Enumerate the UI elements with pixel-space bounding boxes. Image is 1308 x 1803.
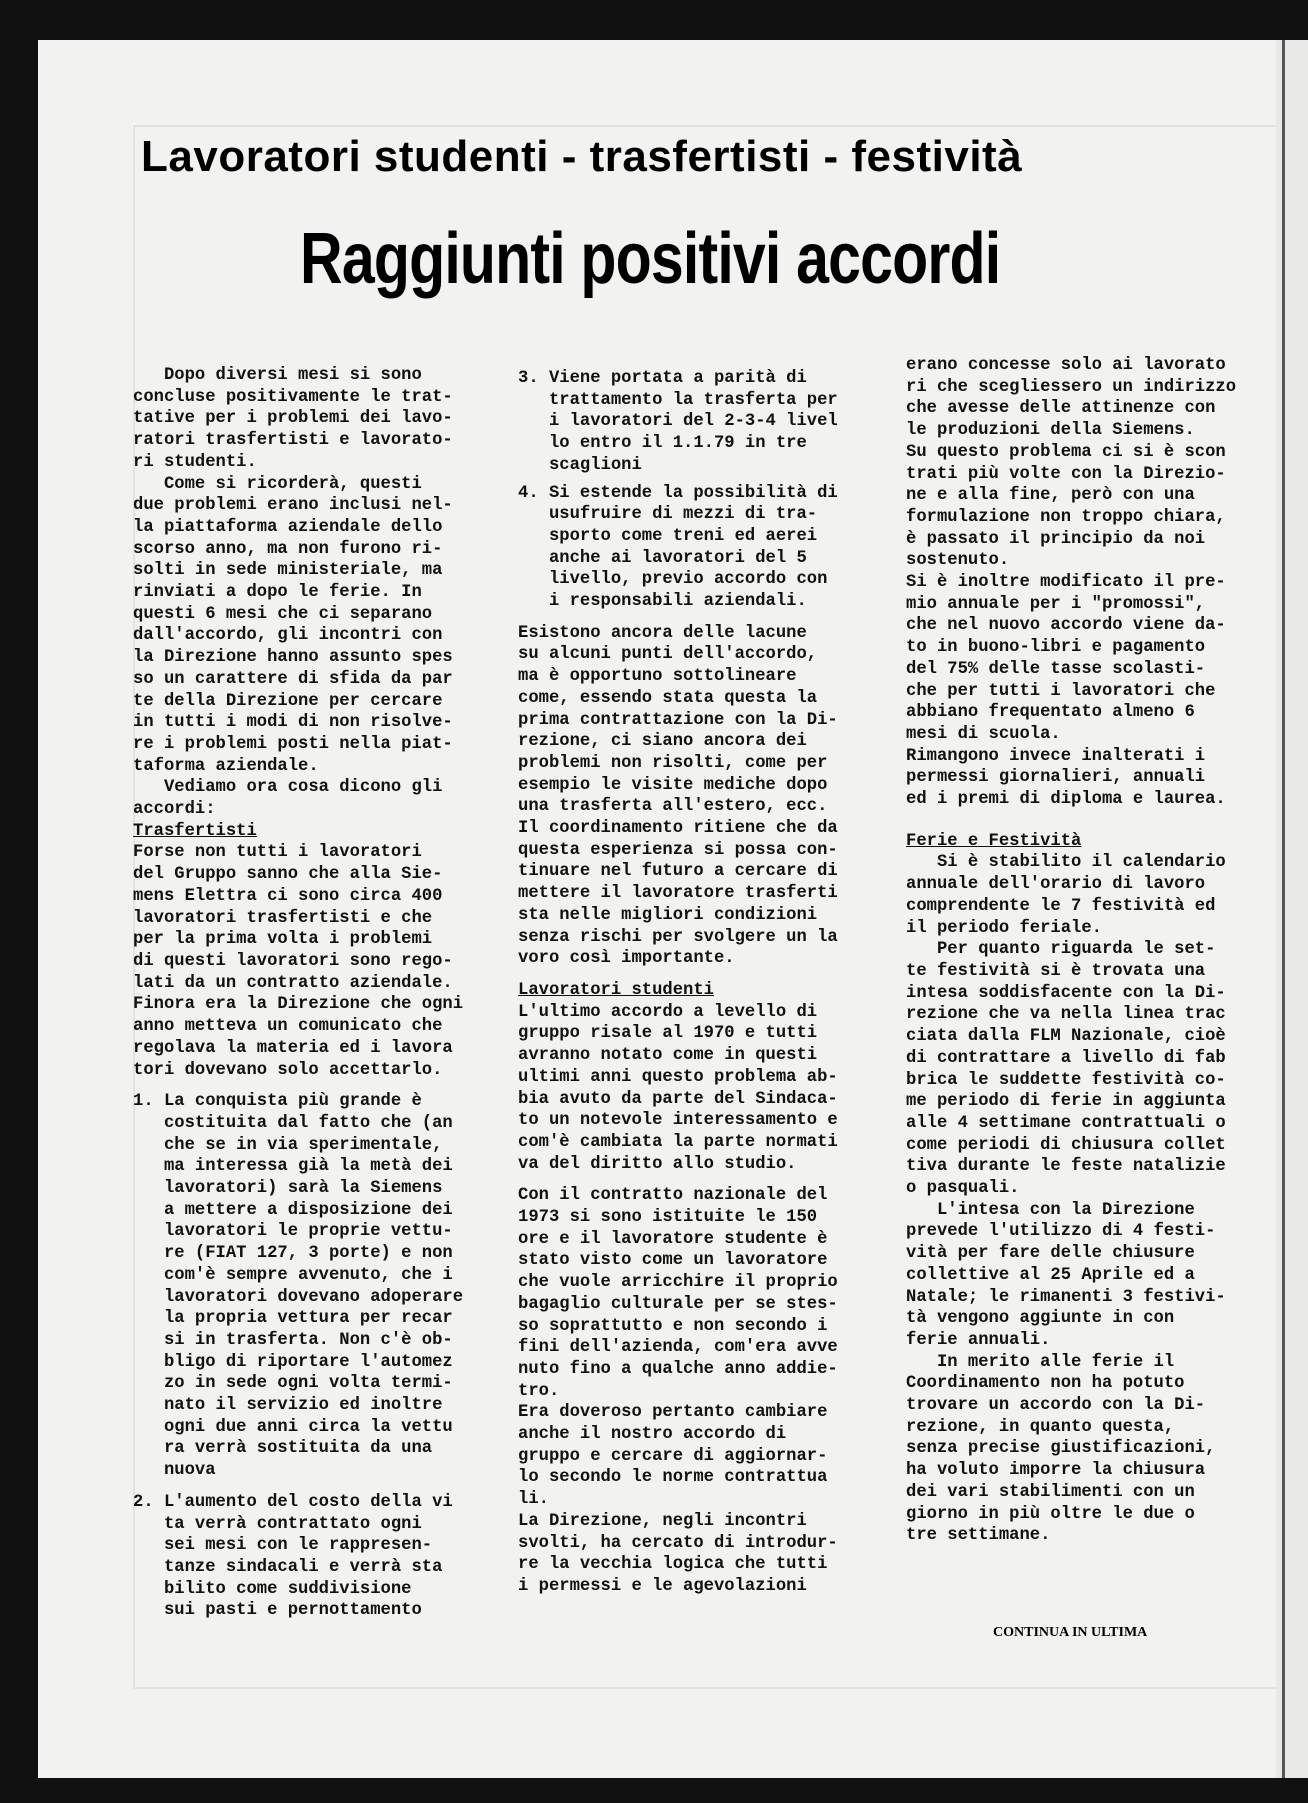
text-line: problemi non risolti, come per [518, 753, 828, 773]
text-line: ferie annuali. [906, 1330, 1051, 1350]
text-line: ma interessa già la metà dei [133, 1157, 453, 1177]
text-line: rezione che va nella linea trac [906, 1005, 1226, 1025]
text-line: bligo di riportare l'automez [133, 1352, 453, 1372]
text-line: scaglioni [518, 455, 642, 475]
text-line: to in buono-libri e pagamento [906, 638, 1206, 658]
text-line: re i problemi posti nella piat- [133, 734, 453, 754]
paragraph-gap [133, 1482, 538, 1492]
text-line: li. [518, 1490, 549, 1510]
text-line: ciata dalla FLM Nazionale, cioè [906, 1027, 1226, 1047]
text-line: re (FIAT 127, 3 porte) e non [133, 1244, 453, 1264]
text-line: di questi lavoratori sono rego- [133, 951, 453, 971]
text-line: La Direzione, negli incontri [518, 1511, 807, 1531]
text-line: che per tutti i lavoratori che [906, 681, 1216, 701]
text-line: in tutti i modi di non risolve- [133, 713, 453, 733]
paragraph-gap [518, 1175, 923, 1185]
text-line: Con il contratto nazionale del [518, 1186, 828, 1206]
page-edge [1276, 40, 1308, 1803]
text-line: che nel nuovo accordo viene da- [906, 616, 1226, 636]
text-line: nuto fino a qualche anno addie- [518, 1359, 838, 1379]
text-line: che se in via sperimentale, [133, 1135, 443, 1155]
text-line: regolava la materia ed i lavora [133, 1038, 453, 1058]
paragraph-gap [518, 970, 923, 980]
text-line: Il coordinamento ritiene che da [518, 819, 838, 839]
text-line: scorso anno, ma non furono ri- [133, 539, 443, 559]
text-line: so soprattutto e non secondo i [518, 1316, 828, 1336]
text-line: lo entro il 1.1.79 in tre [518, 434, 807, 454]
section-heading: Ferie e Festività [906, 831, 1082, 851]
text-line: sui pasti e pernottamento [133, 1601, 422, 1621]
text-line: ratori trasfertisti e lavorato- [133, 431, 453, 451]
text-line: tative per i problemi dei lavo- [133, 409, 453, 429]
text-line: questi 6 mesi che ci separano [133, 604, 433, 624]
text-line: gruppo risale al 1970 e tutti [518, 1024, 818, 1044]
text-line: lavoratori) sarà la Siemens [133, 1179, 443, 1199]
paragraph-gap [133, 1081, 538, 1091]
text-line: re la vecchia logica che tutti [518, 1555, 828, 1575]
text-line: tiva durante le feste natalizie [906, 1157, 1226, 1177]
text-line: rezione, in quanto questa, [906, 1417, 1175, 1437]
text-line: ed i premi di diploma e laurea. [906, 790, 1226, 810]
text-line: te della Direzione per cercare [133, 691, 443, 711]
text-line: Si è inoltre modificato il pre- [906, 573, 1226, 593]
text-line: o pasquali. [906, 1179, 1020, 1199]
text-line: 4. Si estende la possibilità di [518, 483, 838, 503]
text-line: so un carattere di sfida da par [133, 669, 453, 689]
text-line: gruppo e cercare di aggiornar- [518, 1446, 828, 1466]
text-line: Vediamo ora cosa dicono gli [133, 778, 443, 798]
text-line: esempio le visite mediche dopo [518, 775, 828, 795]
text-line: tori dovevano solo accettarlo. [133, 1060, 443, 1080]
text-line: è passato il principio da noi [906, 529, 1206, 549]
text-line: lavoratori le proprie vettu- [133, 1222, 453, 1242]
text-line: del Gruppo sanno che alla Sie- [133, 865, 443, 885]
text-line: tinuare nel futuro a cercare di [518, 862, 838, 882]
text-line: su alcuni punti dell'accordo, [518, 645, 818, 665]
paragraph-gap [906, 811, 1276, 821]
text-line: del 75% delle tasse scolasti- [906, 659, 1206, 679]
text-line: anno metteva un comunicato che [133, 1017, 443, 1037]
text-line: anche ai lavoratori del 5 [518, 548, 807, 568]
text-line: 1. La conquista più grande è [133, 1092, 422, 1112]
text-line: la Direzione hanno assunto spes [133, 648, 453, 668]
text-line: di contrattare a livello di fab [906, 1048, 1226, 1068]
text-line: va del diritto allo studio. [518, 1154, 797, 1174]
text-line: che vuole arricchire il proprio [518, 1273, 838, 1293]
text-line: voro così importante. [518, 949, 735, 969]
text-line: prevede l'utilizzo di 4 festi- [906, 1222, 1216, 1242]
text-line: ne e alla fine, però con una [906, 486, 1195, 506]
text-line: i permessi e le agevolazioni [518, 1576, 807, 1596]
text-line: Come si ricorderà, questi [133, 474, 422, 494]
text-line: sporto come treni ed aerei [518, 526, 818, 546]
text-line: collettive al 25 Aprile ed a [906, 1265, 1195, 1285]
text-line: brica le suddette festività co- [906, 1070, 1226, 1090]
text-line: avranno notato come in questi [518, 1046, 818, 1066]
text-line: vità per fare delle chiusure [906, 1244, 1195, 1264]
text-line: Natale; le rimanenti 3 festivi- [906, 1287, 1226, 1307]
text-line: tanze sindacali e verrà sta [133, 1557, 443, 1577]
text-line: la propria vettura per recar [133, 1309, 453, 1329]
text-line: trattamento la trasferta per [518, 390, 838, 410]
continue-label: CONTINUA IN ULTIMA [993, 1625, 1148, 1640]
text-line: annuale dell'orario di lavoro [906, 875, 1206, 895]
text-line: Dopo diversi mesi si sono [133, 366, 422, 385]
text-line: tà vengono aggiunte in con [906, 1309, 1175, 1329]
text-line: usufruire di mezzi di tra- [518, 505, 818, 525]
text-line: che avesse delle attinenze con [906, 399, 1216, 419]
text-line: L'intesa con la Direzione [906, 1200, 1195, 1220]
scan-border [0, 1778, 1308, 1803]
text-line: ogni due anni circa la vettu [133, 1417, 453, 1437]
text-line: i lavoratori del 2-3-4 livel [518, 412, 838, 432]
text-line: com'è sempre avvenuto, che i [133, 1265, 453, 1285]
text-line: alle 4 settimane contrattuali o [906, 1113, 1226, 1133]
text-line: 3. Viene portata a parità di [518, 369, 807, 388]
text-line: lavoratori dovevano adoperare [133, 1287, 464, 1307]
text-line: abbiano frequentato almeno 6 [906, 703, 1195, 723]
text-line: com'è cambiata la parte normati [518, 1132, 838, 1152]
text-line: me periodo di ferie in aggiunta [906, 1092, 1226, 1112]
text-line: erano concesse solo ai lavorato [906, 356, 1226, 375]
article-kicker: Lavoratori studenti - trasfertisti - festività [141, 132, 1023, 181]
paragraph-gap [518, 613, 923, 623]
text-line: Esistono ancora delle lacune [518, 623, 807, 643]
text-line: tro. [518, 1381, 560, 1401]
text-line: questa esperienza si possa con- [518, 840, 838, 860]
text-column-2 [518, 368, 923, 1598]
text-line: Coordinamento non ha potuto [906, 1374, 1185, 1394]
text-line: te festività si è trovata una [906, 961, 1206, 981]
paragraph-gap [906, 821, 1276, 831]
text-line: due problemi erano inclusi nel- [133, 496, 453, 516]
text-line: livello, previo accordo con [518, 570, 828, 590]
text-line: il periodo feriale. [906, 918, 1102, 938]
text-line: mio annuale per i "promossi", [906, 594, 1206, 614]
page [38, 40, 1276, 1778]
text-line: senza rischi per svolgere un la [518, 927, 838, 947]
text-line: concluse positivamente le trat- [133, 387, 453, 407]
text-line: mens Elettra ci sono circa 400 [133, 886, 443, 906]
text-line: sostenuto. [906, 551, 1010, 571]
text-line: svolti, ha cercato di introdur- [518, 1533, 838, 1553]
text-line: mettere il lavoratore trasferti [518, 884, 838, 904]
text-line: bagaglio culturale per se stes- [518, 1294, 838, 1314]
text-line: come, essendo stata questa la [518, 688, 818, 708]
text-line: nato il servizio ed inoltre [133, 1396, 443, 1416]
text-line: le produzioni della Siemens. [906, 421, 1195, 441]
text-line: ri che scegliessero un indirizzo [906, 377, 1237, 397]
text-line: i responsabili aziendali. [518, 592, 807, 612]
text-line: accordi: [133, 800, 216, 820]
text-line: zo in sede ogni volta termi- [133, 1374, 453, 1394]
text-line: costituita dal fatto che (an [133, 1113, 453, 1133]
text-line: fini dell'azienda, com'era avve [518, 1338, 838, 1358]
text-line: rezione, ci siano ancora dei [518, 732, 807, 752]
text-line: come periodi di chiusura collet [906, 1135, 1226, 1155]
text-line: per la prima volta i problemi [133, 930, 433, 950]
text-line: dei vari stabilimenti con un [906, 1482, 1195, 1502]
text-line: ore e il lavoratore studente è [518, 1229, 828, 1249]
text-line: stato visto come un lavoratore [518, 1251, 828, 1271]
text-line: Rimangono invece inalterati i [906, 746, 1206, 766]
text-line: to un notevole interessamento e [518, 1111, 838, 1131]
text-line: rinviati a dopo le ferie. In [133, 583, 422, 603]
text-line: una trasferta all'estero, ecc. [518, 797, 828, 817]
text-line: Per quanto riguarda le set- [906, 940, 1216, 960]
text-line: lati da un contratto aziendale. [133, 973, 453, 993]
text-line: la piattaforma aziendale dello [133, 517, 443, 537]
section-heading: Trasfertisti [133, 821, 257, 841]
text-column-3 [906, 355, 1276, 1547]
text-line: sta nelle migliori condizioni [518, 905, 818, 925]
text-line: 2. L'aumento del costo della vi [133, 1492, 453, 1512]
text-line: ha voluto imporre la chiusura [906, 1461, 1206, 1481]
text-line: anche il nostro accordo di [518, 1425, 787, 1445]
text-line: a mettere a disposizione dei [133, 1200, 453, 1220]
article-headline: Raggiunti positivi accordi [300, 219, 1001, 299]
text-line: Si è stabilito il calendario [906, 853, 1226, 873]
text-line: Era doveroso pertanto cambiare [518, 1403, 828, 1423]
text-line: mesi di scuola. [906, 724, 1061, 744]
text-line: giorno in più oltre le due o [906, 1504, 1195, 1524]
text-line: sei mesi con le rappresen- [133, 1536, 433, 1556]
text-line: formulazione non troppo chiara, [906, 507, 1226, 527]
text-line: bilito come suddivisione [133, 1579, 412, 1599]
text-line: trati più volte con la Direzio- [906, 464, 1226, 484]
text-line: comprendente le 7 festività ed [906, 896, 1216, 916]
section-heading: Lavoratori studenti [518, 980, 714, 1000]
text-line: taforma aziendale. [133, 756, 319, 776]
text-line: si in trasferta. Non c'è ob- [133, 1330, 453, 1350]
text-line: solti in sede ministeriale, ma [133, 561, 443, 581]
text-line: dall'accordo, gli incontri con [133, 626, 443, 646]
text-line: Forse non tutti i lavoratori [133, 843, 422, 863]
text-line: L'ultimo accordo a levello di [518, 1002, 818, 1022]
text-line: ta verrà contrattato ogni [133, 1514, 422, 1534]
text-line: nuova [133, 1461, 216, 1481]
text-line: prima contrattazione con la Di- [518, 710, 838, 730]
text-line: ultimi anni questo problema ab- [518, 1067, 838, 1087]
text-line: ma è opportuno sottolineare [518, 667, 797, 687]
text-line: ra verrà sostituita da una [133, 1439, 433, 1459]
text-line: trovare un accordo con la Di- [906, 1396, 1206, 1416]
text-line: In merito alle ferie il [906, 1352, 1175, 1372]
text-line: permessi giornalieri, annuali [906, 768, 1206, 788]
text-line: 1973 si sono istituite le 150 [518, 1208, 818, 1228]
text-column-1 [133, 365, 538, 1622]
text-line: Finora era la Direzione che ogni [133, 995, 464, 1015]
page-edge-line [1282, 40, 1285, 1803]
text-line: Su questo problema ci si è scon [906, 442, 1226, 462]
text-line: senza precise giustificazioni, [906, 1439, 1216, 1459]
text-line: lo secondo le norme contrattua [518, 1468, 828, 1488]
text-line: lavoratori trasfertisti e che [133, 908, 433, 928]
text-line: bia avuto da parte del Sindaca- [518, 1089, 838, 1109]
text-line: tre settimane. [906, 1526, 1051, 1546]
text-line: ri studenti. [133, 452, 257, 472]
text-line: intesa soddisfacente con la Di- [906, 983, 1226, 1003]
